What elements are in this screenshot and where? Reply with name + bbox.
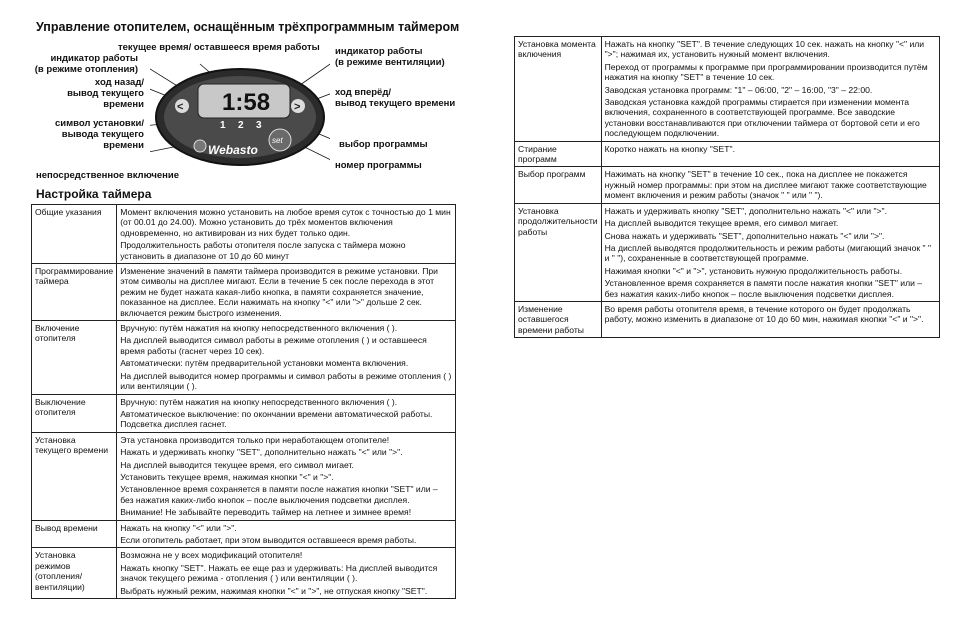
row-paragraph: Если отопитель работает, при этом выводится оставшееся время работы. — [120, 534, 417, 545]
row-paragraph: Коротко нажать на кнопку "SET". — [604, 143, 735, 154]
callout-forward: ход вперёд/ вывод текущего времени — [335, 87, 456, 109]
row-paragraph: Продолжительность работы отопителя после запуска с таймера можно установить в диапазоне от 10 до 60 минут — [120, 240, 406, 261]
row-label: Установка текущего времени — [32, 432, 117, 520]
row-label: Изменение оставшегося времени работы — [515, 301, 602, 337]
row-paragraph: На дисплей выводится символ работы в режиме отопления ( ) и оставшееся время работы (гаснет через 10 сек). — [120, 335, 427, 356]
row-label: Установка момента включения — [515, 37, 602, 142]
row-label: Установка режимов (отопления/ вентиляции) — [32, 548, 117, 599]
row-paragraph: Установленное время сохраняется в памяти после нажатия кнопки "SET" или – без нажатия каких-либо кнопок – после выключения подсветки дисплея. — [604, 278, 923, 299]
row-content — [117, 432, 456, 520]
table-row — [515, 167, 940, 203]
row-paragraph: Нажать на кнопку "<" или ">". — [120, 522, 237, 533]
callout-program-number: номер программы — [335, 160, 422, 171]
row-paragraph: Эта установка производится только при неработающем отопителе! — [120, 434, 390, 445]
callout-symbol: символ установки/ вывода текущего времени — [55, 118, 144, 151]
section-title: Настройка таймера — [36, 187, 152, 201]
table-row — [32, 394, 456, 432]
table-row — [32, 548, 456, 599]
callout-heat-indicator: индикатор работы (в режиме отопления) — [34, 53, 138, 75]
row-label: Включение отопителя — [32, 321, 117, 394]
callout-program-select: выбор программы — [339, 139, 428, 150]
row-content — [117, 394, 456, 432]
row-paragraph: На дисплей выводятся продолжительность и режим работы (мигающий значок " " и " "), сохраненные в соответствующей программе. — [604, 242, 932, 264]
settings-table-left — [31, 204, 456, 599]
settings-table-right — [514, 36, 940, 338]
callout-vent-indicator: индикатор работы (в режиме вентиляции) — [335, 46, 445, 68]
table-row — [32, 520, 456, 548]
row-paragraph: Изменение значений в памяти таймера производится в режиме установки. При этом символы на дисплее мигают. Если в течение 5 сек после перехода в этот режим не будет нажата какая-либо кнопка, в памяти сохраняется значение, показанное на дисплее. Если нажимать на кнопку "<" или ">" дольше 2 сек. включается режим быстрого изменения. — [120, 266, 438, 318]
row-paragraph: Автоматически: путём предварительной установки момента включения. — [120, 358, 409, 369]
table-row — [515, 203, 940, 301]
row-label: Выключение отопителя — [32, 394, 117, 432]
row-paragraph: Нажать на кнопку "SET". В течение следующих 10 сек. нажать на кнопку "<" или ">"; нажимая их, установить нужный момент включения. — [604, 39, 925, 60]
row-paragraph: Внимание! Не забывайте переводить таймер на летнее и зимнее время! — [120, 507, 412, 518]
set-button-label: set — [272, 136, 283, 145]
row-content — [117, 205, 456, 264]
svg-text:<: < — [177, 101, 184, 113]
row-paragraph: Нажать и удерживать кнопку "SET", дополнительно нажать "<" или ">". — [604, 205, 887, 216]
svg-text:>: > — [294, 101, 301, 113]
row-content — [117, 264, 456, 321]
row-paragraph: Снова нажать и удерживать "SET", дополнительно нажать "<" или ">". — [604, 230, 885, 241]
row-content — [601, 141, 939, 167]
row-label: Выбор программ — [515, 167, 602, 203]
row-label: Установка продолжительности работы — [515, 203, 602, 301]
row-paragraph: Установленное время сохраняется в памяти после нажатия кнопки "SET" или – без нажатия каких-либо кнопок – после выключения подсветки дисплея. — [120, 484, 438, 505]
row-content — [601, 167, 939, 203]
timer-diagram — [150, 62, 330, 192]
row-paragraph: Вручную: путём нажатия на кнопку непосредственного включения ( ). — [120, 396, 398, 407]
row-paragraph: На дисплей выводится номер программы и символ работы в режиме отопления ( ) или вентиляции ( ). — [120, 370, 452, 392]
row-paragraph: Возможна не у всех модификаций отопителя! — [120, 550, 303, 561]
row-paragraph: Установить текущее время, нажимая кнопки "<" и ">". — [120, 471, 334, 482]
row-paragraph: На дисплей выводится текущее время, его символ мигает. — [120, 459, 354, 470]
row-content — [117, 520, 456, 548]
row-paragraph: Нажимать на кнопку "SET" в течение 10 сек., пока на дисплее не покажется нужный номер программы: при этом на дисплее мигают также соответствующие момент включения и режим работы (значок " " или " "). — [604, 169, 927, 201]
callout-current-time: текущее время/ оставшееся время работы — [118, 42, 320, 53]
display-num-2: 2 — [238, 120, 244, 131]
display-num-3: 3 — [256, 120, 262, 131]
row-paragraph: Переход от программы к программе при программировании производится путём нажатия на кнопку "SET" в течение 10 сек. — [604, 61, 928, 83]
table-row — [32, 321, 456, 394]
row-paragraph: Вручную: путём нажатия на кнопку непосредственного включения ( ). — [120, 323, 398, 334]
row-paragraph: Автоматическое выключение: по окончании времени автоматической работы. Подсветка дисплея гаснет. — [120, 408, 433, 430]
display-num-1: 1 — [220, 120, 226, 131]
row-content — [117, 321, 456, 394]
row-paragraph: Заводская установка программ: "1" – 06:00, "2" – 16:00, "3" – 22:00. — [604, 84, 873, 95]
page-title: Управление отопителем, оснащённым трёхпрограммным таймером — [36, 20, 460, 34]
row-content — [601, 301, 939, 337]
row-label: Программирование таймера — [32, 264, 117, 321]
row-content — [601, 37, 939, 142]
table-row — [515, 141, 940, 167]
brand-logo: Webasto — [208, 143, 258, 157]
table-row — [515, 37, 940, 142]
row-paragraph: Во время работы отопителя время, в течение которого он будет продолжать работу, можно изменить в диапазоне от 10 до 60 мин, нажимая кнопки "<" и ">". — [604, 303, 924, 325]
row-label: Общие указания — [32, 205, 117, 264]
row-label: Стирание программ — [515, 141, 602, 167]
table-row — [515, 301, 940, 337]
table-row — [32, 264, 456, 321]
row-paragraph: Нажать и удерживать кнопку "SET", дополнительно нажать "<" или ">". — [120, 447, 403, 458]
row-label: Вывод времени — [32, 520, 117, 548]
row-paragraph: Момент включения можно установить на любое время суток с точностью до 1 мин (от 00.01 до 24.00). Можно установить до трёх моментов включения одновременно, но активирован из них будет только один. — [120, 207, 451, 238]
row-paragraph: Нажать кнопку "SET". Нажать ее еще раз и удерживать: На дисплей выводится значок текущего режима - отопления ( ) или вентиляции ( ). — [120, 562, 438, 584]
table-row — [32, 432, 456, 520]
row-paragraph: На дисплей выводится текущее время, его символ мигает. — [604, 218, 839, 229]
row-paragraph: Заводская установка каждой программы стирается при изменении момента включения, сохраненного в соответствующей программе. Все заводские установки восстанавливаются при отключении таймера от бортовой сети и его последующем подключении. — [604, 97, 920, 139]
row-paragraph: Нажимая кнопки "<" и ">", установить нужную продолжительность работы. — [604, 265, 903, 276]
callout-back: ход назад/ вывод текущего времени — [67, 77, 144, 110]
display-digits: 1:58 — [222, 89, 271, 116]
row-content — [601, 203, 939, 301]
row-paragraph: Выбрать нужный режим, нажимая кнопки "<" и ">", не отпуская кнопку "SET". — [120, 585, 428, 596]
row-content — [117, 548, 456, 599]
callout-direct-start: непосредственное включение — [36, 170, 180, 181]
table-row — [32, 205, 456, 264]
